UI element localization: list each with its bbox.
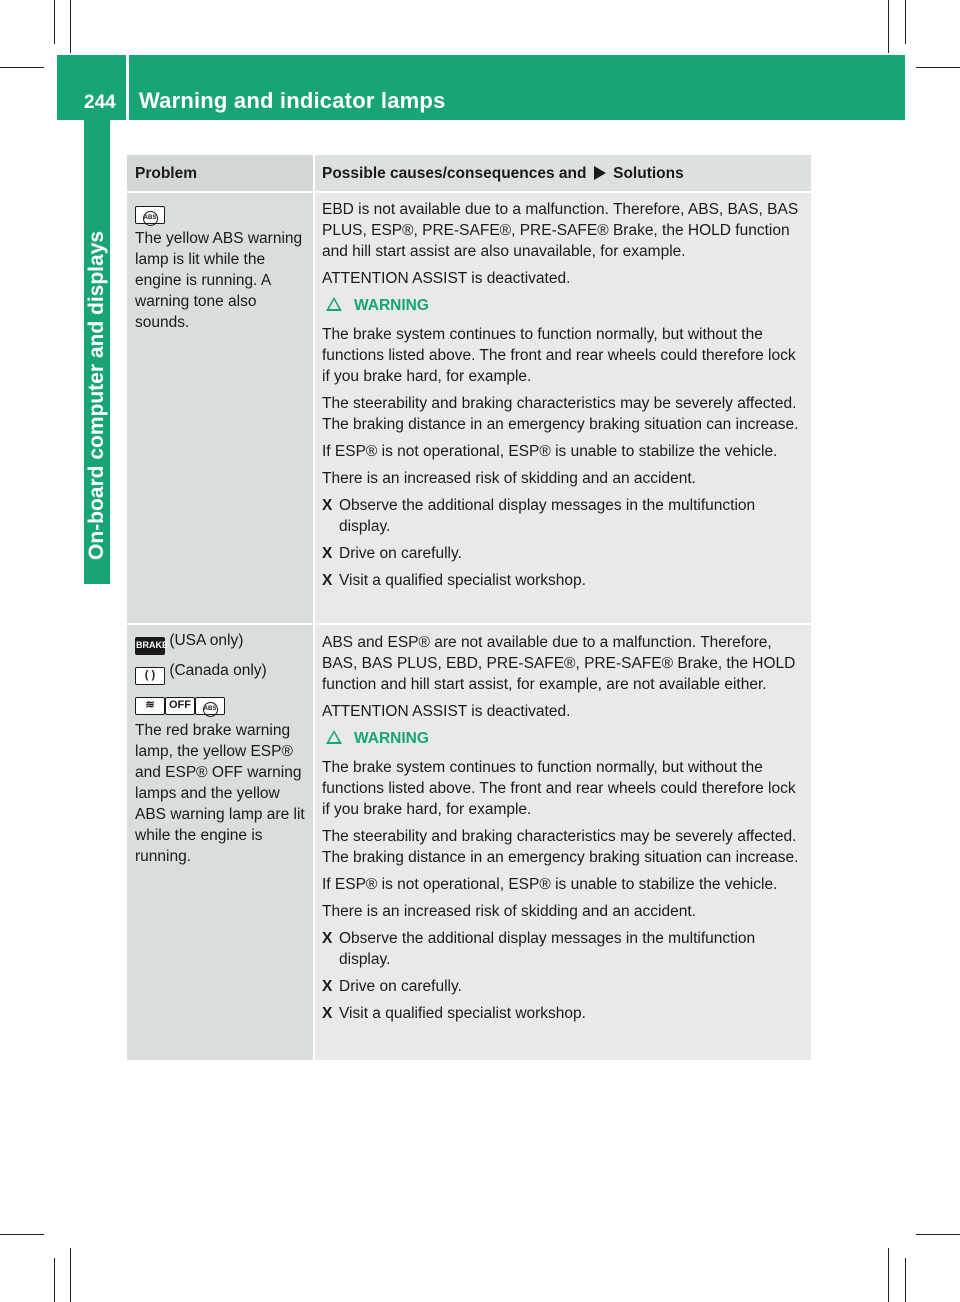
side-tab-label: On-board computer and displays xyxy=(85,230,108,560)
warning-text: The brake system continues to function normally, but without the functions listed above. The front and rear wheels could therefore lock if you brake hard, for example. xyxy=(322,326,796,385)
arrow-right-icon xyxy=(594,166,606,180)
header-cell-solutions xyxy=(314,155,811,191)
warning-heading: WARNING xyxy=(322,728,806,749)
crop-mark xyxy=(916,1234,960,1235)
warning-text: If ESP® is not operational, ESP® is unable to stabilize the vehicle. xyxy=(322,876,778,893)
action-step: X Observe the additional display messages in the multifunction display. xyxy=(322,497,756,535)
action-step: X Drive on carefully. xyxy=(322,978,462,995)
problem-solution-table xyxy=(127,155,811,1060)
action-step: X Observe the additional display messages in the multifunction display. xyxy=(322,930,756,968)
step-marker-icon: X xyxy=(322,978,333,995)
page-number: 244 xyxy=(84,92,116,113)
abs-warning-icon: ABS xyxy=(195,697,225,715)
column-divider xyxy=(313,155,315,1060)
step-marker-icon: X xyxy=(322,1005,333,1022)
step-marker-icon: X xyxy=(322,545,333,562)
problem-text-row-2 xyxy=(135,630,310,867)
crop-mark xyxy=(905,1258,906,1302)
crop-mark xyxy=(905,0,906,44)
action-step: X Visit a qualified specialist workshop. xyxy=(322,572,586,589)
crop-mark xyxy=(0,67,44,68)
crop-mark xyxy=(888,0,889,53)
indicator-icons xyxy=(135,690,310,715)
crop-mark xyxy=(888,1248,889,1302)
crop-mark xyxy=(0,1234,44,1235)
step-marker-icon: X xyxy=(322,497,333,514)
warning-text: If ESP® is not operational, ESP® is unable to stabilize the vehicle. xyxy=(322,443,778,460)
section-title: Warning and indicator lamps xyxy=(139,88,446,113)
esp-warning-icon: ≋ xyxy=(135,697,165,715)
cause-text: ATTENTION ASSIST is deactivated. xyxy=(322,270,571,287)
row-divider xyxy=(127,191,811,193)
warning-text: The steerability and braking characteristics may be severely affected. The braking distance in an emergency braking situation can increase. xyxy=(322,395,799,433)
brake-warning-icon: BRAKE xyxy=(135,637,165,655)
solution-text-row-1 xyxy=(322,199,806,597)
warning-text: The steerability and braking characteristics may be severely affected. The braking distance in an emergency braking situation can increase. xyxy=(322,828,799,866)
indicator-icons xyxy=(135,199,310,224)
problem-description: The yellow ABS warning lamp is lit while the engine is running. A warning tone also sounds. xyxy=(135,230,303,331)
abs-warning-icon: ABS xyxy=(135,206,165,224)
warning-triangle-icon xyxy=(326,730,342,744)
solution-text-row-2 xyxy=(322,632,806,1030)
step-marker-icon: X xyxy=(322,572,333,589)
problem-text-row-1 xyxy=(135,199,310,333)
action-step: X Drive on carefully. xyxy=(322,545,462,562)
problem-description: The red brake warning lamp, the yellow ESP® and ESP® OFF warning lamps and the yellow ABS warning lamp are lit while the engine is running. xyxy=(135,722,305,865)
warning-triangle-icon xyxy=(326,297,342,311)
warning-text: The brake system continues to function normally, but without the functions listed above. The front and rear wheels could therefore lock if you brake hard, for example. xyxy=(322,759,796,818)
column-header-problem: Problem xyxy=(135,165,198,182)
column-header-solutions-suffix: Solutions xyxy=(613,165,684,182)
row-divider xyxy=(127,623,811,625)
crop-mark xyxy=(54,0,55,44)
warning-text: There is an increased risk of skidding and an accident. xyxy=(322,470,696,487)
warning-text: There is an increased risk of skidding and an accident. xyxy=(322,903,696,920)
header-cell-problem xyxy=(127,155,314,191)
esp-off-icon: OFF xyxy=(165,697,195,715)
step-marker-icon: X xyxy=(322,930,333,947)
cause-text: EBD is not available due to a malfunction. Therefore, ABS, BAS, BAS PLUS, ESP®, PRE-SAFE®, PRE-SAFE® Brake, the HOLD function and hill start assist are also unavailable, for example. xyxy=(322,201,799,260)
indicator-line: BRAKE (USA only) xyxy=(135,630,310,655)
brake-circle-icon: ( ) xyxy=(135,667,165,685)
cause-text: ATTENTION ASSIST is deactivated. xyxy=(322,703,571,720)
action-step: X Visit a qualified specialist workshop. xyxy=(322,1005,586,1022)
indicator-line: ( ) (Canada only) xyxy=(135,660,310,685)
crop-mark xyxy=(54,1258,55,1302)
crop-mark xyxy=(916,67,960,68)
header-divider xyxy=(126,55,129,120)
column-header-solutions xyxy=(322,165,684,183)
warning-heading: WARNING xyxy=(322,295,806,316)
cause-text: ABS and ESP® are not available due to a malfunction. Therefore, BAS, BAS PLUS, EBD, PRE-SAFE®, PRE-SAFE® Brake, the HOLD function and hill start assist, for example, are not available either. xyxy=(322,634,796,693)
crop-mark xyxy=(70,0,71,53)
column-header-solutions-prefix: Possible causes/consequences and xyxy=(322,165,587,182)
crop-mark xyxy=(70,1248,71,1302)
